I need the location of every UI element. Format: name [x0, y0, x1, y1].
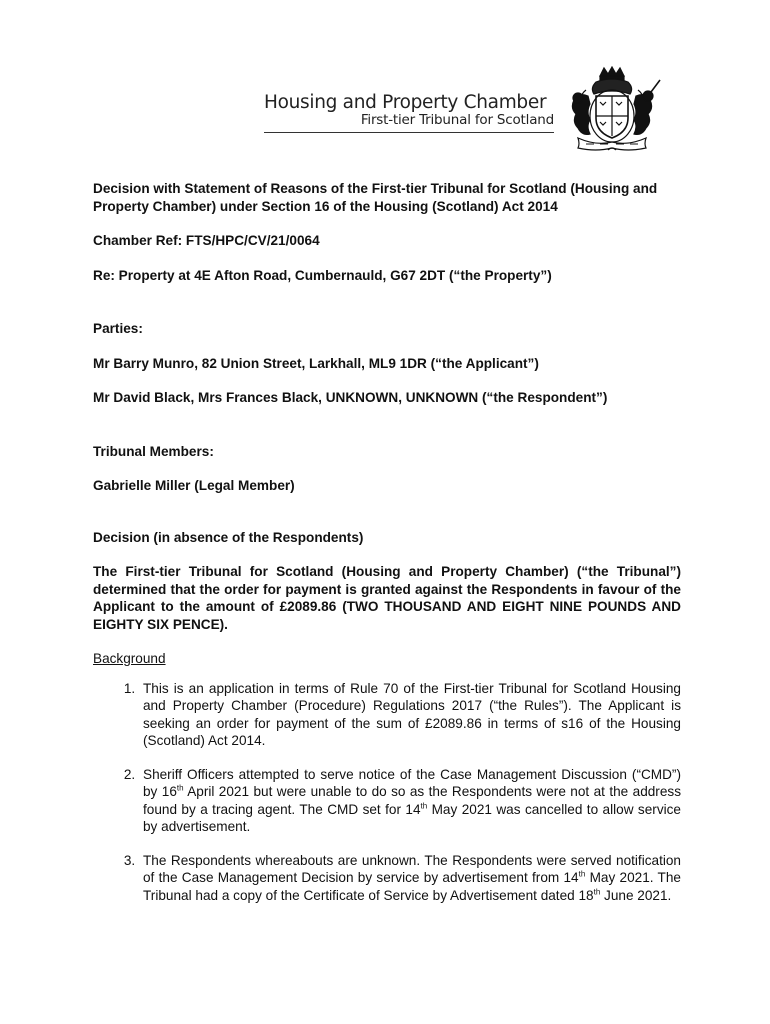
ordinal-suffix: th	[578, 869, 586, 879]
decision-text: The First-tier Tribunal for Scotland (Housing and Property Chamber) (“the Tribunal”) determined that the order for payment is granted against the Respondents in favour of the Applicant to the amount of £2089.86 (TWO THOUSAND AND EIGHT NINE POUNDS AND EIGHTY SIX PENCE).	[93, 564, 681, 632]
list-item-text: Sheriff Officers attempted to serve notice of the Case Management Discussion (“CMD”) by 16	[143, 766, 681, 799]
background-list	[93, 680, 681, 905]
list-item	[139, 766, 681, 836]
document-title: Decision with Statement of Reasons of the First-tier Tribunal for Scotland (Housing and Property Chamber) under Section 16 of the Housing (Scotland) Act 2014	[93, 181, 658, 214]
list-item	[139, 852, 681, 905]
property-reference: Re: Property at 4E Afton Road, Cumbernauld, G67 2DT (“the Property”)	[93, 267, 552, 283]
tribunal-member: Gabrielle Miller (Legal Member)	[93, 478, 295, 493]
tribunal-members-heading: Tribunal Members:	[93, 443, 214, 459]
list-item-text: June 2021.	[600, 887, 672, 903]
list-item-text: May 2021 was cancelled to allow service by advertisement.	[143, 801, 681, 834]
parties-heading: Parties:	[93, 321, 143, 336]
letterhead	[264, 92, 554, 128]
letterhead-rule	[264, 132, 554, 133]
decision-heading: Decision (in absence of the Respondents)	[93, 529, 364, 545]
list-item-text: The Respondents whereabouts are unknown. The Respondents were served notification of the Case Management Decision by service by advertisement from 14	[143, 852, 681, 885]
ordinal-suffix: th	[593, 886, 601, 896]
list-item-text: May 2021. The Tribunal had a copy of the Certificate of Service by Advertisement dated 18	[143, 870, 681, 903]
letterhead-subtitle: First-tier Tribunal for Scotland	[360, 112, 554, 128]
list-item-text: This is an application in terms of Rule 70 of the First-tier Tribunal for Scotland Housing and Property Chamber (Procedure) Regulations 2017 (“the Rules”). The Applicant is seeking an order for payment of the sum of £2089.86 in terms of s16 of the Housing (Scotland) Act 2014.	[143, 680, 681, 748]
ordinal-suffix: th	[176, 783, 184, 793]
respondent-party: Mr David Black, Mrs Frances Black, UNKNOWN, UNKNOWN (“the Respondent”)	[93, 390, 608, 405]
ordinal-suffix: th	[420, 800, 428, 810]
list-item-text: April 2021 but were unable to do so as the Respondents were not at the address found by a tracing agent. The CMD set for 14	[143, 784, 681, 817]
royal-coat-of-arms-icon	[556, 66, 668, 152]
letterhead-title: Housing and Property Chamber	[264, 92, 547, 113]
chamber-reference: Chamber Ref: FTS/HPC/CV/21/0064	[93, 233, 320, 248]
document-body	[93, 180, 681, 920]
background-heading: Background	[93, 651, 166, 666]
applicant-party: Mr Barry Munro, 82 Union Street, Larkhall, ML9 1DR (“the Applicant”)	[93, 355, 539, 371]
list-item	[139, 680, 681, 750]
